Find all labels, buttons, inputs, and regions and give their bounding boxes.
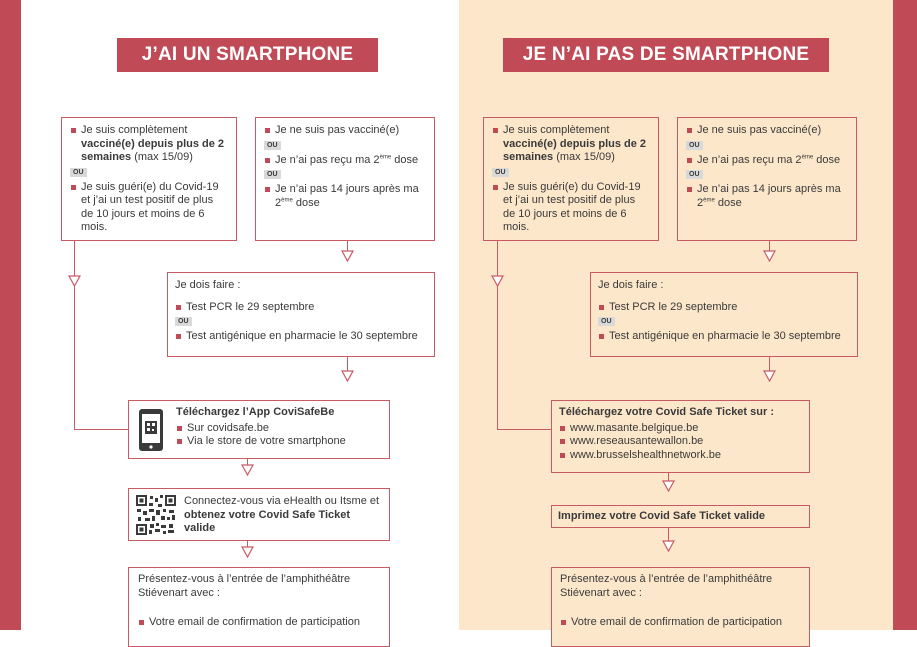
sup: ème — [281, 196, 293, 203]
qr-code-icon — [136, 495, 176, 540]
right-test-title: Je dois faire : — [598, 279, 664, 291]
left-recovered-item: Je suis guéri(e) du Covid-19 et j’ai un test positif de plus de 10 jours et moins de 6 mois. — [70, 181, 228, 235]
left-or-badge-2: OU — [264, 170, 281, 179]
text: dose — [816, 153, 841, 166]
right-box-vaccinated — [483, 117, 659, 241]
left-store-item: Via le store de votre smartphone — [176, 435, 381, 449]
right-vaccinated-item — [492, 124, 650, 165]
right-vaccinated-post: (max 15/09) — [556, 151, 615, 163]
right-download-title: Téléchargez votre Covid Safe Ticket sur : — [559, 406, 774, 418]
left-download-app-title: Téléchargez l’App CoviSafeBe — [176, 406, 335, 418]
right-or-badge-2: OU — [686, 170, 703, 179]
left-header: J’AI UN SMARTPHONE — [117, 38, 378, 72]
text: dose — [295, 196, 320, 209]
left-vaccinated-item — [70, 124, 228, 165]
arrow-down-icon — [662, 479, 675, 497]
sup: ème — [801, 153, 814, 160]
left-present-item: Votre email de confirmation de participation — [138, 616, 381, 630]
right-site-link-2[interactable]: www.reseausantewallon.be — [559, 435, 801, 449]
text: Je n’ai pas reçu ma 2 — [275, 153, 380, 166]
smartphone-icon — [138, 408, 164, 457]
right-not-vaccinated-item: Je ne suis pas vacciné(e) — [686, 124, 848, 138]
right-connector — [497, 241, 498, 430]
left-box-present — [128, 567, 390, 647]
left-connect-text: Connectez-vous via eHealth ou Itsme et — [184, 495, 380, 507]
right-antigen-item: Test antigénique en pharmacie le 30 septembre — [598, 330, 849, 344]
arrow-down-icon — [341, 249, 354, 267]
right-print-title: Imprimez votre Covid Safe Ticket valide — [558, 510, 766, 522]
left-box-connect — [128, 488, 390, 541]
arrow-down-icon — [662, 539, 675, 557]
text: dose — [717, 196, 742, 209]
right-present-text: Présentez-vous à l’entrée de l’amphithéâtre Stiévenart avec : — [560, 573, 773, 599]
left-vaccinated-bold: vacciné(e) depuis plus de 2 semaines — [81, 137, 225, 163]
left-connector — [74, 429, 129, 430]
text: dose — [394, 153, 419, 166]
arrow-down-icon — [763, 249, 776, 267]
left-pcr-item: Test PCR le 29 septembre — [175, 301, 426, 315]
right-box-print — [551, 505, 810, 528]
right-pcr-item: Test PCR le 29 septembre — [598, 301, 849, 315]
right-or-badge-test: OU — [598, 317, 615, 326]
right-vaccinated-bold: vacciné(e) depuis plus de 2 semaines — [503, 137, 647, 163]
left-present-text: Présentez-vous à l’entrée de l’amphithéâtre Stiévenart avec : — [138, 573, 351, 599]
right-vaccinated-pre: Je suis complètement — [503, 124, 610, 136]
right-recovered-item: Je suis guéri(e) du Covid-19 et j’ai un test positif de plus de 10 jours et moins de 6 mois. — [492, 181, 650, 235]
right-box-test — [590, 272, 858, 357]
left-site-link[interactable]: Sur covidsafe.be — [176, 422, 381, 436]
right-not-14-days-item — [686, 183, 848, 210]
text: Je n’ai pas 14 jours après ma 2 — [697, 183, 841, 209]
arrow-down-icon — [491, 274, 504, 292]
left-vaccinated-post: (max 15/09) — [134, 151, 193, 163]
left-edge-bar — [0, 0, 21, 630]
left-connector — [74, 241, 75, 430]
right-box-present — [551, 567, 810, 647]
arrow-down-icon — [763, 369, 776, 387]
arrow-down-icon — [341, 369, 354, 387]
right-connector — [497, 429, 552, 430]
right-box-download-ticket — [551, 400, 810, 473]
arrow-down-icon — [241, 463, 254, 481]
left-box-not-vaccinated — [255, 117, 435, 241]
left-connect-bold: obtenez votre Covid Safe Ticket valide — [184, 508, 351, 534]
right-present-item: Votre email de confirmation de participation — [560, 616, 801, 630]
right-header: JE N’AI PAS DE SMARTPHONE — [503, 38, 829, 72]
left-or-badge-test: OU — [175, 317, 192, 326]
right-or-badge: OU — [492, 168, 509, 177]
left-box-download-app — [128, 400, 390, 459]
left-not-vaccinated-item: Je ne suis pas vacciné(e) — [264, 124, 426, 138]
right-or-badge-1: OU — [686, 141, 703, 150]
left-or-badge-1: OU — [264, 141, 281, 150]
right-site-link-1[interactable]: www.masante.belgique.be — [559, 422, 801, 436]
left-antigen-item: Test antigénique en pharmacie le 30 septembre — [175, 330, 426, 344]
text: Je n’ai pas reçu ma 2 — [697, 153, 802, 166]
left-or-badge: OU — [70, 168, 87, 177]
right-no-second-dose-item — [686, 154, 848, 168]
left-box-vaccinated — [61, 117, 237, 241]
right-box-not-vaccinated — [677, 117, 857, 241]
left-no-second-dose-item — [264, 154, 426, 168]
right-edge-bar — [893, 0, 917, 630]
left-test-title: Je dois faire : — [175, 279, 241, 291]
sup: ème — [379, 153, 392, 160]
text: Je n’ai pas 14 jours après ma 2 — [275, 183, 419, 209]
left-not-14-days-item — [264, 183, 426, 210]
arrow-down-icon — [241, 545, 254, 563]
sup: ème — [703, 196, 715, 203]
left-vaccinated-pre: Je suis complètement — [81, 124, 188, 136]
left-box-test — [167, 272, 435, 357]
arrow-down-icon — [68, 274, 81, 292]
right-site-link-3[interactable]: www.brusselshealthnetwork.be — [559, 449, 801, 463]
